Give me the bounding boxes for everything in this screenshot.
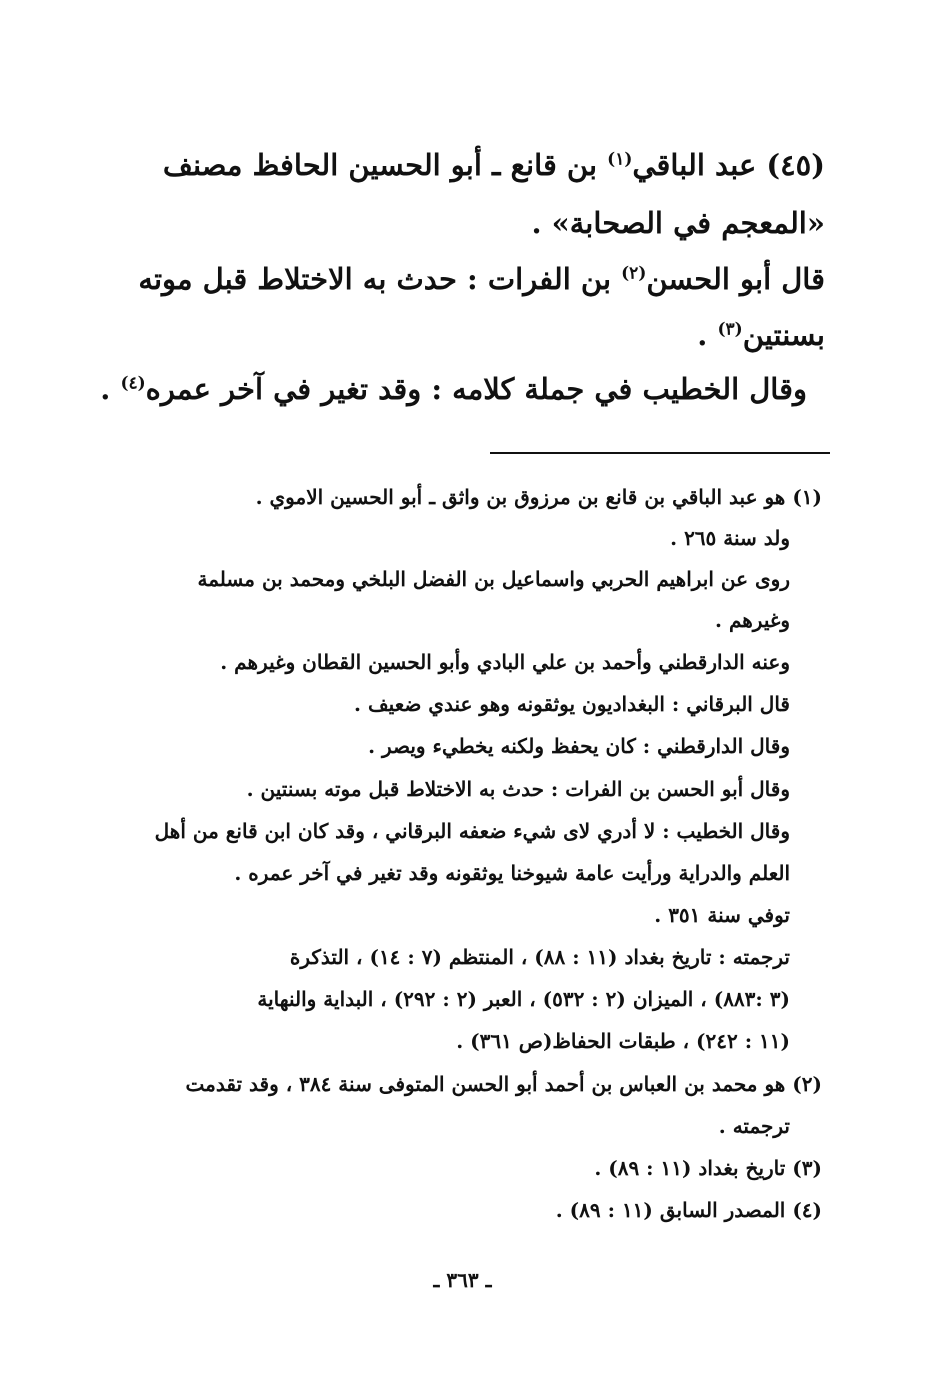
footnote-1-line-5: وعنه الدارقطني وأحمد بن علي البادي وأبو الحسين القطان وغيرهم .	[220, 650, 790, 674]
quote-1-text-cont: بسنتين	[742, 318, 825, 352]
footnote-1-line-2: ولد سنة ٢٦٥ .	[670, 526, 790, 550]
quote-2-end: .	[100, 372, 121, 406]
entry-line-1	[125, 148, 825, 182]
footnote-ref-1: (١)	[607, 149, 633, 170]
footnote-2-line-1: (٢) هو محمد بن العباس بن أحمد أبو الحسن المتوفى سنة ٣٨٤ ، وقد تقدمت	[185, 1072, 822, 1096]
page-number: ـ ٣٦٣ ـ	[433, 1268, 492, 1292]
footnote-1-line-1: (١) هو عبد الباقي بن قانع بن مرزوق بن واثق ـ أبو الحسين الاموي .	[255, 485, 822, 509]
entry-heading: (٤٥) عبد الباقي	[632, 148, 825, 182]
footnote-1-line-10: العلم والدراية ورأيت عامة شيوخنا يوثقونه وقد تغير في آخر عمره .	[234, 861, 790, 885]
quote-2-text: وقال الخطيب في جملة كلامه : وقد تغير في آخر عمره	[145, 372, 807, 406]
entry-line-2	[531, 206, 825, 240]
entry-line-3	[125, 262, 825, 296]
quote-1-end: .	[697, 318, 718, 352]
quote-1-speaker: قال أبو الحسن	[646, 262, 825, 296]
footnote-1-line-13: (٣ :٨٨٣) ، الميزان (٢ : ٥٣٢) ، العبر (٢ : ٢٩٢) ، البداية والنهاية	[257, 987, 790, 1011]
footnote-1-line-14: (١١ : ٢٤٢) ، طبقات الحفاظ(ص ٣٦١) .	[456, 1029, 790, 1053]
footnote-1-line-6: قال البرقاني : البغداديون يوثقونه وهو عندي ضعيف .	[354, 692, 790, 716]
entry-line-4	[697, 318, 825, 352]
entry-line-5	[100, 372, 807, 406]
entry-book-title: «المعجم في الصحابة» .	[531, 206, 825, 240]
footnote-1-line-4: وغيرهم .	[715, 608, 790, 632]
footnote-3: (٣) تاريخ بغداد (١١ : ٨٩) .	[594, 1156, 822, 1180]
footnote-2-line-2: ترجمته .	[718, 1114, 790, 1138]
entry-heading-cont: بن قانع ـ أبو الحسين الحافظ مصنف	[162, 148, 608, 182]
footnote-1-line-3: روى عن ابراهيم الحربي واسماعيل بن الفضل البلخي ومحمد بن مسلمة	[197, 567, 790, 591]
quote-1-text: بن الفرات : حدث به الاختلاط قبل موته	[138, 262, 622, 296]
footnote-separator	[490, 452, 830, 454]
footnote-1-line-9: وقال الخطيب : لا أدري لاى شيء ضعفه البرقاني ، وقد كان ابن قانع من أهل	[154, 819, 790, 843]
footnote-1-line-11: توفي سنة ٣٥١ .	[654, 903, 790, 927]
footnote-1-line-12: ترجمته : تاريخ بغداد (١١ : ٨٨) ، المنتظم (٧ : ١٤) ، التذكرة	[289, 945, 790, 969]
footnote-ref-2: (٢)	[621, 263, 647, 284]
footnote-1-line-7: وقال الدارقطني : كان يحفظ ولكنه يخطيء ويصر .	[368, 734, 790, 758]
footnote-ref-4: (٤)	[120, 373, 146, 394]
footnote-4: (٤) المصدر السابق (١١ : ٨٩) .	[555, 1198, 822, 1222]
footnote-ref-3: (٣)	[717, 319, 743, 340]
footnote-1-line-8: وقال أبو الحسن بن الفرات : حدث به الاختلاط قبل موته بسنتين .	[246, 777, 790, 801]
